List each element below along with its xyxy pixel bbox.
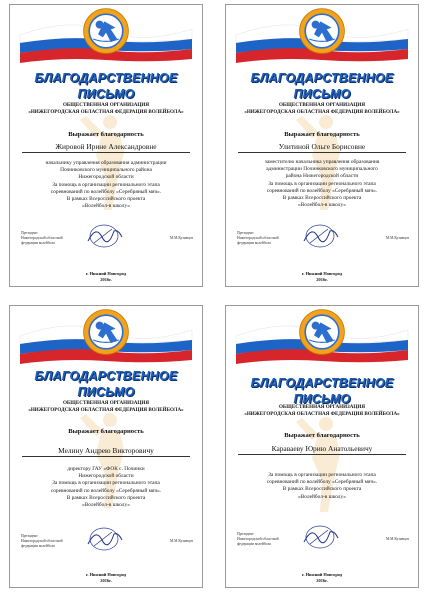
header-banner: [226, 306, 418, 366]
body-line: соревнований по волейболу «Серебряный мяч».: [50, 487, 162, 494]
signature-stamp: [298, 223, 342, 249]
body-line: За помощь в организации регионального этапа: [52, 181, 160, 188]
thanks-heading: Выражает благодарность: [68, 131, 144, 138]
signatory-title-line: Президент: [237, 231, 254, 235]
body-line: Нижегородской области: [78, 174, 134, 181]
place-and-date: [10, 271, 202, 283]
recipient-name: Караваеву Юрию Анатольевичу: [238, 444, 406, 455]
org-line-2: «НИЖЕГОРОДСКАЯ ОБЛАСТНАЯ ФЕДЕРАЦИЯ ВОЛЕЙБОЛА»: [244, 109, 400, 115]
signatory-title-line: Нижегородской областной: [21, 236, 63, 240]
signatory-title: [237, 231, 307, 246]
signatory-title-line: Президент: [21, 534, 38, 538]
certificate-body: [232, 159, 412, 209]
signatory-title-line: Нижегородской областной: [237, 537, 279, 541]
thanks-heading: Выражает благодарность: [284, 432, 360, 439]
organization-name: [230, 102, 414, 116]
body-line: В рамках Всероссийского проекта: [282, 195, 362, 202]
organization-name: [230, 404, 414, 418]
title-line-2: ПИСЬМО: [77, 385, 135, 399]
org-line-2: «НИЖЕГОРОДСКАЯ ОБЛАСТНАЯ ФЕДЕРАЦИЯ ВОЛЕЙБОЛА»: [28, 109, 184, 115]
body-line: В рамках Всероссийского проекта: [66, 494, 146, 501]
title-line-2: ПИСЬМО: [77, 87, 135, 101]
body-line: За помощь в организации регионального этапа: [268, 472, 376, 478]
header-banner: [10, 5, 202, 65]
certificate-card: [225, 4, 419, 287]
body-line: администрации Починковского муниципального: [266, 166, 378, 173]
city: г. Нижний Новгород: [301, 572, 343, 577]
body-line: начальнику управления образования администрации: [45, 160, 167, 166]
org-line-1: ОБЩЕСТВЕННАЯ ОРГАНИЗАЦИЯ: [62, 102, 150, 108]
header-banner: [226, 5, 418, 65]
recipient-name: Жировой Ирине Александровне: [22, 142, 190, 153]
signatory-title: [21, 231, 91, 246]
body-line: Нижегородской области: [78, 473, 134, 480]
federation-emblem-icon: [82, 308, 130, 356]
place-and-date: [226, 271, 418, 283]
thanks-heading: Выражает благодарность: [284, 131, 360, 138]
body-line: Починковского муниципального района: [60, 167, 152, 174]
signature-stamp: [298, 524, 342, 550]
signatory-title-line: Нижегородской областной: [237, 236, 279, 240]
year: 2016г.: [316, 578, 328, 583]
body-line: За помощь в организации регионального этапа: [268, 180, 376, 187]
title-line-1: БЛАГОДАРСТВЕННОЕ: [34, 369, 178, 383]
city: г. Нижний Новгород: [301, 271, 343, 276]
certificate-body: [232, 472, 412, 501]
title-line-1: БЛАГОДАРСТВЕННОЕ: [34, 71, 178, 85]
signatory-name: М.М.Кузнецов: [169, 236, 193, 240]
body-line: «Волейбол-в школу»: [298, 202, 346, 209]
body-line: директору ГАУ «ФОК с. Починки: [67, 466, 145, 472]
signature-stamp: [82, 526, 126, 552]
signatory-title-line: Нижегородской областной: [21, 539, 63, 543]
federation-emblem-icon: [82, 7, 130, 55]
body-line: «Волейбол-в школу»: [82, 203, 130, 210]
org-line-2: «НИЖЕГОРОДСКАЯ ОБЛАСТНАЯ ФЕДЕРАЦИЯ ВОЛЕЙБОЛА»: [28, 407, 184, 413]
organization-name: [14, 102, 198, 116]
body-line: «Волейбол-в школу»: [298, 493, 346, 500]
signatory-title-line: федерации волейбола: [237, 241, 271, 245]
city: г. Нижний Новгород: [85, 271, 127, 276]
place-and-date: [226, 572, 418, 584]
title-line-2: ПИСЬМО: [293, 87, 351, 101]
org-line-1: ОБЩЕСТВЕННАЯ ОРГАНИЗАЦИЯ: [278, 102, 366, 108]
signature-stamp: [82, 223, 126, 249]
signatory-name: М.М.Кузнецов: [385, 236, 409, 240]
year: 2016г.: [100, 277, 112, 282]
org-line-1: ОБЩЕСТВЕННАЯ ОРГАНИЗАЦИЯ: [278, 404, 366, 410]
organization-name: [14, 400, 198, 414]
certificate-card: [225, 305, 419, 588]
org-line-1: ОБЩЕСТВЕННАЯ ОРГАНИЗАЦИЯ: [62, 400, 150, 406]
body-line: заместителю начальника управления образования: [264, 159, 380, 165]
title-line-1: БЛАГОДАРСТВЕННОЕ: [250, 376, 394, 390]
signatory-title-line: федерации волейбола: [21, 544, 55, 548]
body-line: За помощь в организации регионального этапа: [52, 480, 160, 487]
title-line-1: БЛАГОДАРСТВЕННОЕ: [250, 71, 394, 85]
certificate-body: [16, 466, 196, 509]
certificate-body: [16, 160, 196, 210]
federation-emblem-icon: [298, 7, 346, 55]
body-line: района Нижегородской области: [285, 173, 359, 180]
body-line: В рамках Всероссийского проекта: [66, 196, 146, 203]
certificate-card: [9, 305, 203, 588]
thanks-heading: Выражает благодарность: [68, 428, 144, 435]
signatory-title: [21, 534, 91, 549]
body-line: соревнований по волейболу «Серебряный мяч».: [266, 479, 378, 486]
body-line: соревнований по волейболу «Серебряный мяч».: [266, 187, 378, 194]
signatory-title-line: федерации волейбола: [21, 241, 55, 245]
place-and-date: [10, 572, 202, 584]
federation-emblem-icon: [298, 308, 346, 356]
year: 2016г.: [100, 578, 112, 583]
signatory-title-line: федерации волейбола: [237, 542, 271, 546]
signatory-title: [237, 532, 307, 547]
signatory-name: М.М.Кузнецов: [385, 537, 409, 541]
org-line-2: «НИЖЕГОРОДСКАЯ ОБЛАСТНАЯ ФЕДЕРАЦИЯ ВОЛЕЙБОЛА»: [244, 411, 400, 417]
body-line: «Волейбол-в школу»: [82, 502, 130, 509]
body-line: В рамках Всероссийского проекта: [282, 486, 362, 493]
city: г. Нижний Новгород: [85, 572, 127, 577]
recipient-name: Мелину Андрею Викторовичу: [22, 446, 190, 457]
certificate-card: [9, 4, 203, 287]
recipient-name: Улитиной Ольге Борисовне: [238, 142, 406, 153]
year: 2016г.: [316, 277, 328, 282]
title-line-2: ПИСЬМО: [293, 392, 351, 406]
signatory-title-line: Президент: [21, 231, 38, 235]
signatory-title-line: Президент: [237, 532, 254, 536]
header-banner: [10, 306, 202, 366]
signatory-name: М.М.Кузнецов: [169, 539, 193, 543]
body-line: соревнований по волейболу «Серебряный мяч».: [50, 188, 162, 195]
